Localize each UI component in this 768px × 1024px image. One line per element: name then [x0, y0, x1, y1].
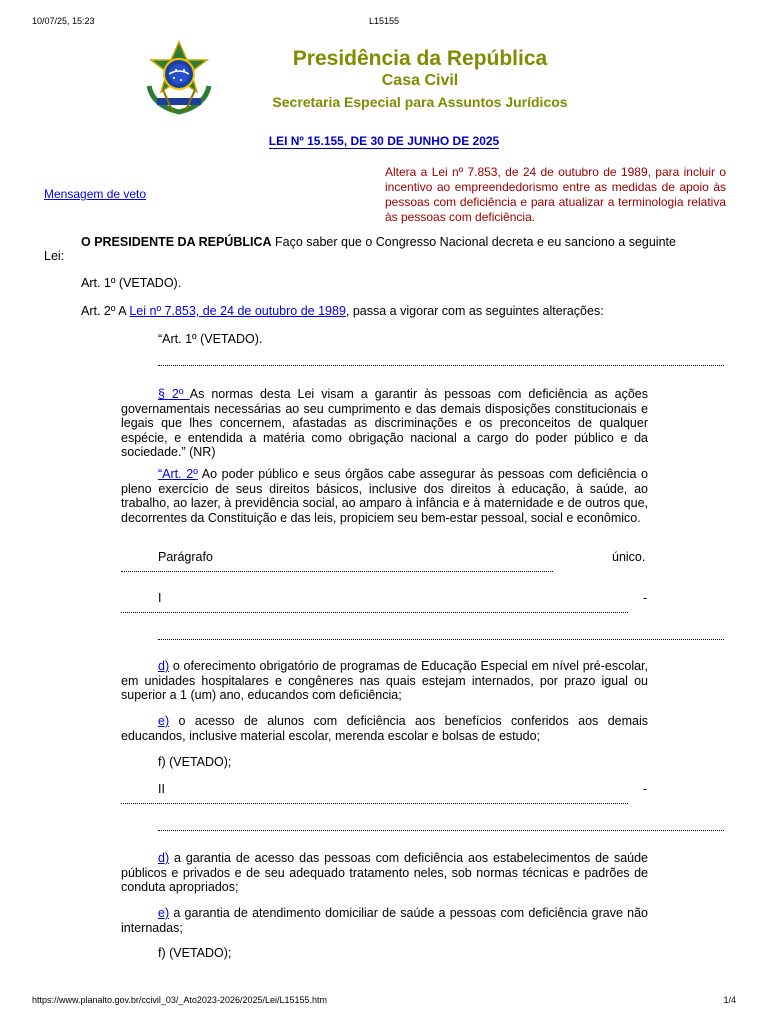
inciso-2-label: II — [158, 782, 165, 796]
lei-7853-link[interactable]: Lei nº 7.853, de 24 de outubro de 1989 — [129, 304, 346, 318]
item-e-education-link[interactable]: e) — [158, 714, 170, 728]
inciso-1-dash: - — [643, 591, 648, 605]
inciso-2-dash: - — [643, 782, 648, 796]
item-e-health-text: a garantia de atendimento domiciliar de saúde a pessoas com deficiência grave não internadas; — [121, 906, 648, 935]
header-presidencia: Presidência da República — [292, 47, 548, 70]
header-secretaria: Secretaria Especial para Assuntos Jurídicos — [272, 94, 568, 110]
item-d-health-text: a garantia de acesso das pessoas com deficiência aos estabelecimentos de saúde públicos e privados e de seu adequado tratamento neles, sob normas técnicas e padrões de conduta apropriados; — [121, 851, 648, 894]
preamble-text: Faço saber que o Congresso Nacional decreta e eu sanciono a seguinte — [271, 235, 676, 249]
dotted-omission-line — [121, 800, 628, 804]
art-1: Art. 1º (VETADO). — [81, 276, 182, 290]
item-d-education-link[interactable]: d) — [158, 659, 170, 673]
item-d-education-text: o oferecimento obrigatório de programas de Educação Especial em nível pré-escolar, em unidades hospitalares e congêneres nas quais estejam internados, por prazo igual ou superior a 1 (um) ano, educandos com deficiência; — [121, 659, 648, 702]
item-e-education-text: o acesso de alunos com deficiência aos benefícios conferidos aos demais educandos, inclusive material escolar, merenda escolar e bolsas de estudo; — [121, 714, 648, 743]
item-f-health: f) (VETADO); — [158, 946, 232, 960]
header-casa-civil: Casa Civil — [381, 72, 459, 89]
preamble — [81, 235, 726, 250]
dotted-omission-line — [158, 636, 724, 640]
inciso-1-label: I — [158, 591, 162, 605]
dotted-omission-line — [158, 827, 724, 831]
item-f-education: f) (VETADO); — [158, 755, 232, 769]
paragrafo-label: Parágrafo — [158, 550, 213, 564]
item-d-health — [121, 851, 648, 895]
print-url: https://www.planalto.gov.br/ccivil_03/_Ato2023-2026/2025/Lei/L15155.htm — [32, 995, 328, 1005]
print-datetime: 10/07/25, 15:23 — [32, 16, 95, 26]
item-e-education — [121, 714, 648, 743]
preamble-cont: Lei: — [44, 249, 65, 263]
quoted-art-2-text: Ao poder público e seus órgãos cabe assegurar às pessoas com deficiência o pleno exercício de seus direitos básicos, inclusive dos direitos à educação, à saúde, ao trabalho, ao lazer, à previdência social, ao amparo à infância e à maternidade e de outros que, decorrentes da Constituição e das leis, propiciem seu bem-estar pessoal, social e econômico. — [121, 467, 648, 525]
paragraph-2-link[interactable]: § 2º — [158, 387, 190, 401]
art-2 — [81, 304, 726, 319]
ementa: Altera a Lei nº 7.853, de 24 de outubro de 1989, para incluir o incentivo ao empreendedorismo entre as medidas de apoio às pessoas com deficiência e para atualizar a terminologia relativa às pessoas com deficiência. — [385, 165, 726, 224]
coat-of-arms-icon — [143, 40, 215, 116]
item-d-education — [121, 659, 648, 703]
unico-label: único. — [612, 550, 646, 564]
item-e-health-link[interactable]: e) — [158, 906, 170, 920]
dotted-omission-line — [121, 609, 628, 613]
print-header — [32, 16, 736, 30]
veto-message-link[interactable]: Mensagem de veto — [44, 187, 147, 201]
preamble-bold: O PRESIDENTE DA REPÚBLICA — [81, 235, 272, 249]
print-page-number: 1/4 — [723, 995, 736, 1005]
dotted-omission-line — [121, 568, 553, 572]
law-title[interactable] — [0, 134, 768, 148]
item-d-health-link[interactable]: d) — [158, 851, 170, 865]
dotted-omission-line — [158, 362, 724, 366]
art-2-suffix: , passa a vigorar com as seguintes alterações: — [345, 304, 604, 318]
print-doc-title: L15155 — [368, 16, 400, 26]
paragraph-2-text: As normas desta Lei visam a garantir às pessoas com deficiência as ações governamentais necessárias ao seu cumprimento e das demais disposições constitucionais e legais que lhes concernem, afastadas as discriminações e os preconceitos de qualquer espécie, e entendida a matéria como obrigação nacional a cargo do poder público e da sociedade.” (NR) — [121, 387, 648, 459]
art-2-prefix: Art. 2º A — [81, 304, 130, 318]
quoted-art-2 — [121, 467, 648, 525]
quoted-art-2-link[interactable]: “Art. 2º — [158, 467, 198, 481]
print-footer — [32, 995, 736, 1009]
item-e-health — [121, 906, 648, 935]
quoted-art-1: “Art. 1º (VETADO). — [158, 332, 263, 346]
paragraph-2 — [121, 387, 648, 460]
law-title-text[interactable]: LEI Nº 15.155, DE 30 DE JUNHO DE 2025 — [268, 134, 500, 148]
